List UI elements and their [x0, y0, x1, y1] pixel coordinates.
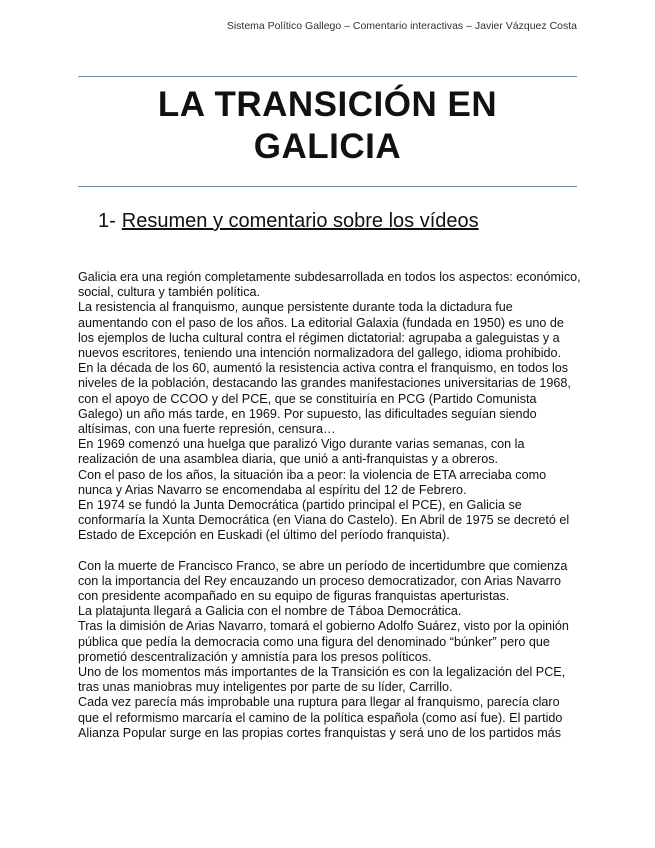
- paragraph: Con la muerte de Francisco Franco, se abre un período de incertidumbre que comienza con la importancia del Rey encauzando un proceso democratizador, con Arias Navarro con presidente acompañado en su equipo de figuras franquistas aperturistas.: [78, 558, 568, 604]
- section-number: 1-: [98, 210, 116, 232]
- paragraph: Cada vez parecía más improbable una ruptura para llegar al franquismo, parecía claro que el reformismo marcaría el camino de la política española (como así fue). El partido Alianza Popular surge en las propias cortes franquistas y será uno de los partidos más: [78, 695, 563, 740]
- paragraph: Tras la dimisión de Arias Navarro, tomará el gobierno Adolfo Suárez, visto por la opinión pública que pedía la democracia como una figura del denominado “búnker” pero que prometió descentralización y amnistía para los presos políticos.: [78, 619, 569, 664]
- paragraph: En la década de los 60, aumentó la resistencia activa contra el franquismo, en todos los niveles de la población, destacando las grandes manifestaciones universitarias de 1968, con el apoyo de CCOO y del PCE, que se constituiría en PCG (Partido Comunista Galego) un año más tarde, en 1969. Por supuesto, las dificultades seguían siendo altísimas, con una fuerte represión, censura…: [78, 361, 571, 437]
- page-title: [78, 84, 577, 168]
- paragraph: Con el paso de los años, la situación iba a peor: la violencia de ETA arreciaba como nunca y Arias Navarro se encomendaba al espíritu del 12 de Febrero.: [78, 467, 547, 497]
- title-line-1: LA TRANSICIÓN EN: [157, 85, 498, 124]
- paragraph: La platajunta llegará a Galicia con el nombre de Táboa Democrática.: [78, 604, 462, 619]
- paragraph: La resistencia al franquismo, aunque persistente durante toda la dictadura fue aumentando con el paso de los años. La editorial Galaxia (fundada en 1950) es uno de los ejemplos de lucha cultural contra el régimen dictatorial: agrupaba a galeguistas y a nuevos escritores, teniendo una intención normalizadora del gallego, idioma prohibido.: [78, 300, 564, 361]
- running-header: Sistema Político Gallego – Comentario interactivas – Javier Vázquez Costa: [226, 20, 577, 32]
- paragraph: En 1974 se fundó la Junta Democrática (partido principal el PCE), en Galicia se conformaría la Xunta Democrática (en Viana do Castelo). En Abril de 1975 se decretó el Estado de Excepción en Euskadi (el último del período franquista).: [78, 498, 570, 543]
- title-top-rule: [78, 76, 577, 77]
- title-line-2: GALICIA: [253, 127, 402, 166]
- paragraph: Uno de los momentos más importantes de la Transición es con la legalización del PCE, tras unas maniobras muy inteligentes por parte de su líder, Carrillo.: [78, 665, 566, 695]
- title-bottom-rule: [78, 186, 577, 187]
- document-body: [78, 270, 583, 741]
- section-heading: [98, 210, 479, 233]
- section-heading-text: Resumen y comentario sobre los vídeos: [121, 210, 479, 232]
- paragraph: En 1969 comenzó una huelga que paralizó Vigo durante varias semanas, con la realización de una asamblea diaria, que unió a anti-franquistas y a obreros.: [78, 437, 525, 467]
- paragraph: Galicia era una región completamente subdesarrollada en todos los aspectos: económico, social, cultura y también política.: [78, 270, 581, 300]
